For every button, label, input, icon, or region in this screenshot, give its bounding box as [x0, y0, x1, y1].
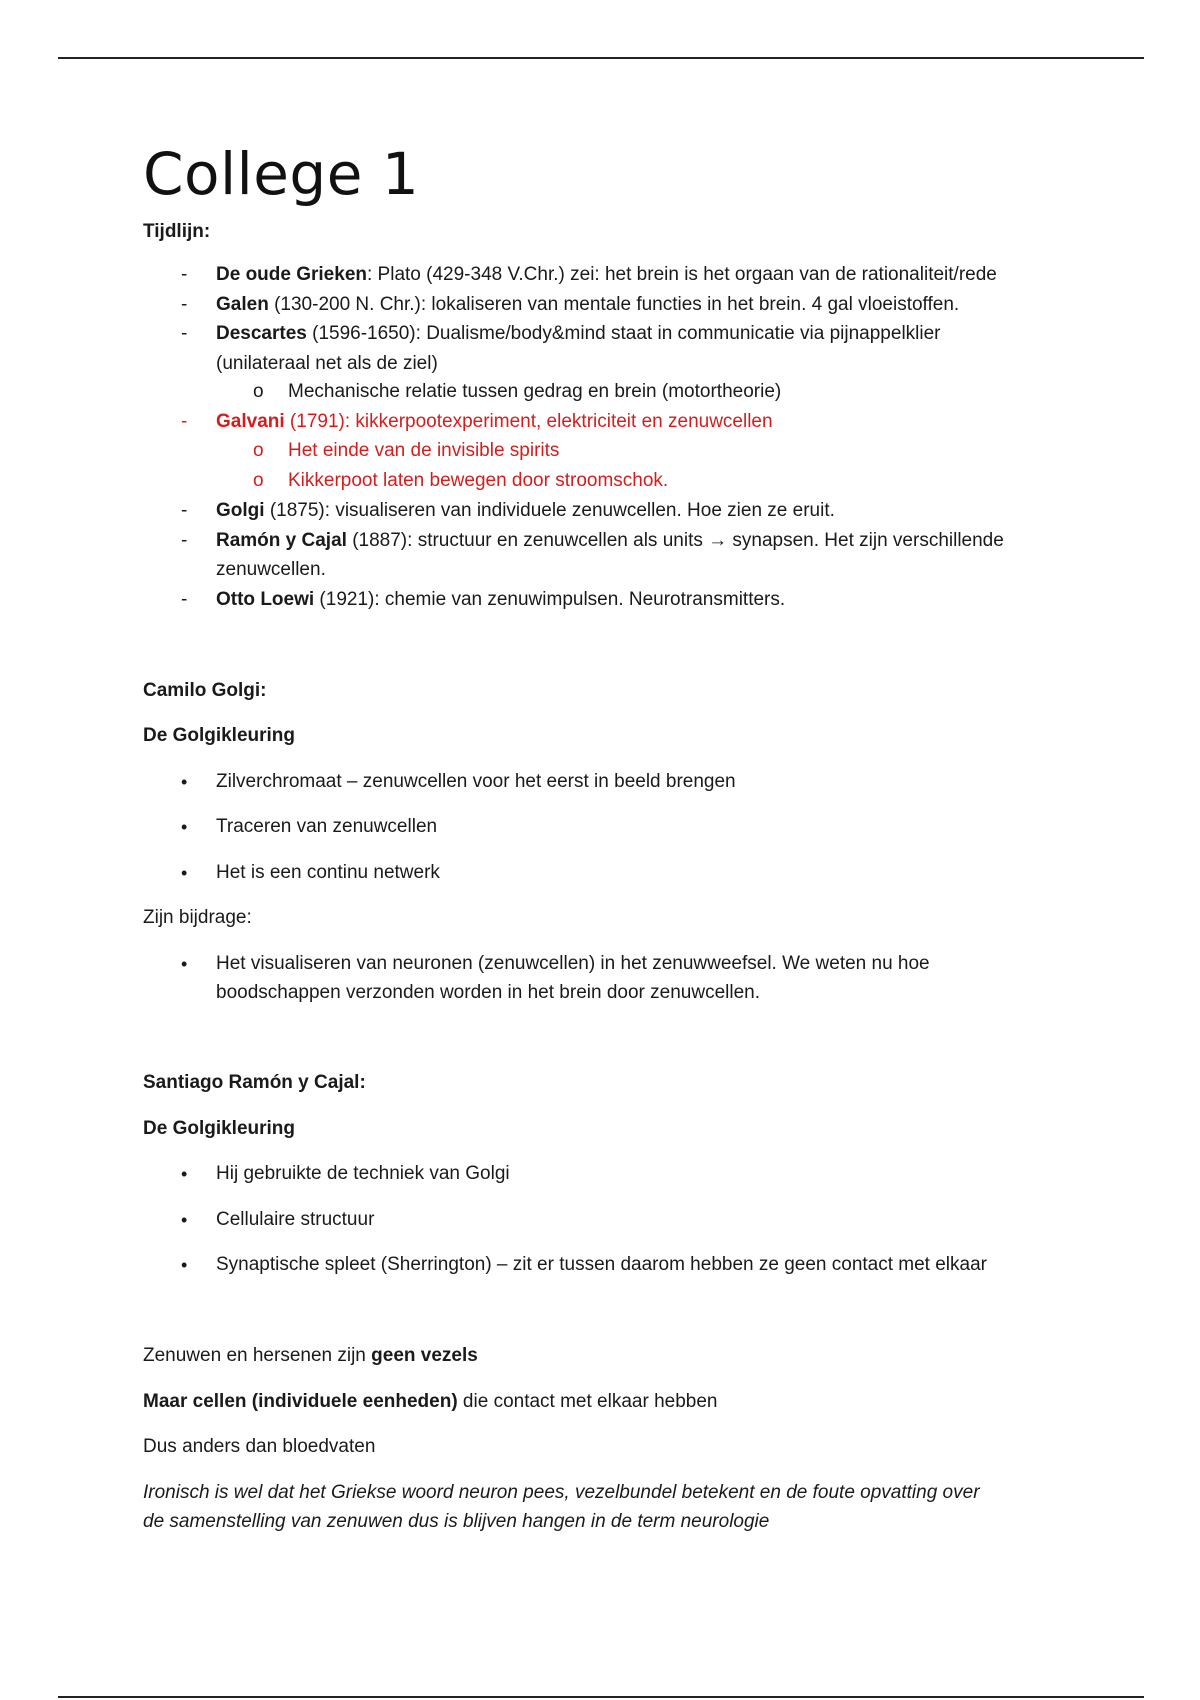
dash-marker: - [181, 264, 188, 285]
timeline-item-name: De oude Grieken [216, 264, 367, 285]
bullet-item: Cellulaire structuur [216, 1209, 375, 1230]
bullet-item: Synaptische spleet (Sherrington) – zit er tussen daarom hebben ze geen contact met elkaar [216, 1254, 987, 1275]
timeline-item-cajal [216, 527, 1004, 555]
timeline-item-name: Descartes [216, 323, 307, 344]
dash-marker: - [181, 294, 188, 315]
timeline-heading: Tijdlijn: [143, 221, 211, 242]
timeline-item-text: (1596-1650): Dualisme/body&mind staat in communicatie via pijnappelklier [306, 323, 941, 344]
subheading-golgikleuring: De Golgikleuring [143, 725, 296, 746]
timeline-item-text: (1887): structuur en zenuwcellen als units → synapsen. Het zijn verschillende [346, 530, 1004, 551]
closing-line-3: Dus anders dan bloedvaten [143, 1436, 376, 1457]
bullet-marker: • [181, 1210, 188, 1230]
section-heading-cajal: Santiago Ramón y Cajal: [143, 1072, 366, 1093]
bullet-marker: • [181, 817, 188, 837]
bullet-marker: • [181, 954, 188, 974]
dash-marker: - [181, 500, 188, 521]
timeline-item-continuation: (unilateraal net als de ziel) [216, 353, 438, 374]
dash-marker: - [181, 530, 188, 551]
contribution-text: Het visualiseren van neuronen (zenuwcellen) in het zenuwweefsel. We weten nu hoe [216, 953, 930, 974]
page-title: College 1 [143, 140, 420, 208]
timeline-item-text: (1875): visualiseren van individuele zenuwcellen. Hoe zien ze eruit. [264, 500, 835, 521]
bullet-marker: • [181, 1255, 188, 1275]
circle-marker: o [253, 381, 264, 402]
closing-plain: die contact met elkaar hebben [457, 1391, 718, 1412]
circle-marker: o [253, 470, 264, 491]
contribution-text-continuation: boodschappen verzonden worden in het brein door zenuwcellen. [216, 982, 760, 1003]
section-heading-golgi: Camilo Golgi: [143, 680, 267, 701]
timeline-item-golgi [216, 497, 835, 525]
timeline-item-descartes [216, 320, 941, 348]
italic-note: Ironisch is wel dat het Griekse woord neuron pees, vezelbundel betekent en de foute opvatting over [143, 1482, 980, 1503]
bullet-marker: • [181, 772, 188, 792]
timeline-item-name: Golgi [216, 500, 265, 521]
dash-marker: - [181, 589, 188, 610]
timeline-item-text: (1921): chemie van zenuwimpulsen. Neurotransmitters. [314, 589, 786, 610]
subheading-golgikleuring: De Golgikleuring [143, 1118, 296, 1139]
italic-note-continuation: de samenstelling van zenuwen dus is blijven hangen in de term neurologie [143, 1511, 770, 1532]
closing-line-2 [143, 1388, 718, 1416]
timeline-subitem: Het einde van de invisible spirits [288, 440, 560, 461]
closing-line-1 [143, 1342, 478, 1370]
timeline-item-galen [216, 291, 959, 319]
footer-rule [58, 1696, 1144, 1698]
closing-plain: Zenuwen en hersenen zijn [143, 1345, 372, 1366]
timeline-item-name: Otto Loewi [216, 589, 315, 610]
bullet-item: Hij gebruikte de techniek van Golgi [216, 1163, 510, 1184]
timeline-item-galvani [216, 408, 773, 436]
bullet-item: Zilverchromaat – zenuwcellen voor het eerst in beeld brengen [216, 771, 736, 792]
timeline-item-name: Galvani [216, 411, 285, 432]
dash-marker: - [181, 323, 188, 344]
bullet-item: Het is een continu netwerk [216, 862, 440, 883]
contribution-label: Zijn bijdrage: [143, 907, 252, 928]
header-rule [58, 57, 1144, 59]
timeline-item-name: Galen [216, 294, 269, 315]
closing-bold: geen vezels [371, 1345, 478, 1366]
bullet-marker: • [181, 1164, 188, 1184]
timeline-item-greeks [216, 261, 997, 289]
timeline-item-loewi [216, 586, 785, 614]
timeline-subitem: Mechanische relatie tussen gedrag en brein (motortheorie) [288, 381, 782, 402]
dash-marker: - [181, 411, 188, 432]
timeline-item-continuation: zenuwcellen. [216, 559, 326, 580]
circle-marker: o [253, 440, 264, 461]
timeline-item-text: (130-200 N. Chr.): lokaliseren van mentale functies in het brein. 4 gal vloeistoffen. [268, 294, 960, 315]
timeline-subitem: Kikkerpoot laten bewegen door stroomschok. [288, 470, 669, 491]
bullet-item: Traceren van zenuwcellen [216, 816, 438, 837]
closing-bold: Maar cellen (individuele eenheden) [143, 1391, 458, 1412]
bullet-marker: • [181, 863, 188, 883]
timeline-item-text: : Plato (429-348 V.Chr.) zei: het brein is het orgaan van de rationaliteit/rede [367, 264, 997, 285]
timeline-item-text: (1791): kikkerpootexperiment, elektriciteit en zenuwcellen [284, 411, 773, 432]
timeline-item-name: Ramón y Cajal [216, 530, 347, 551]
